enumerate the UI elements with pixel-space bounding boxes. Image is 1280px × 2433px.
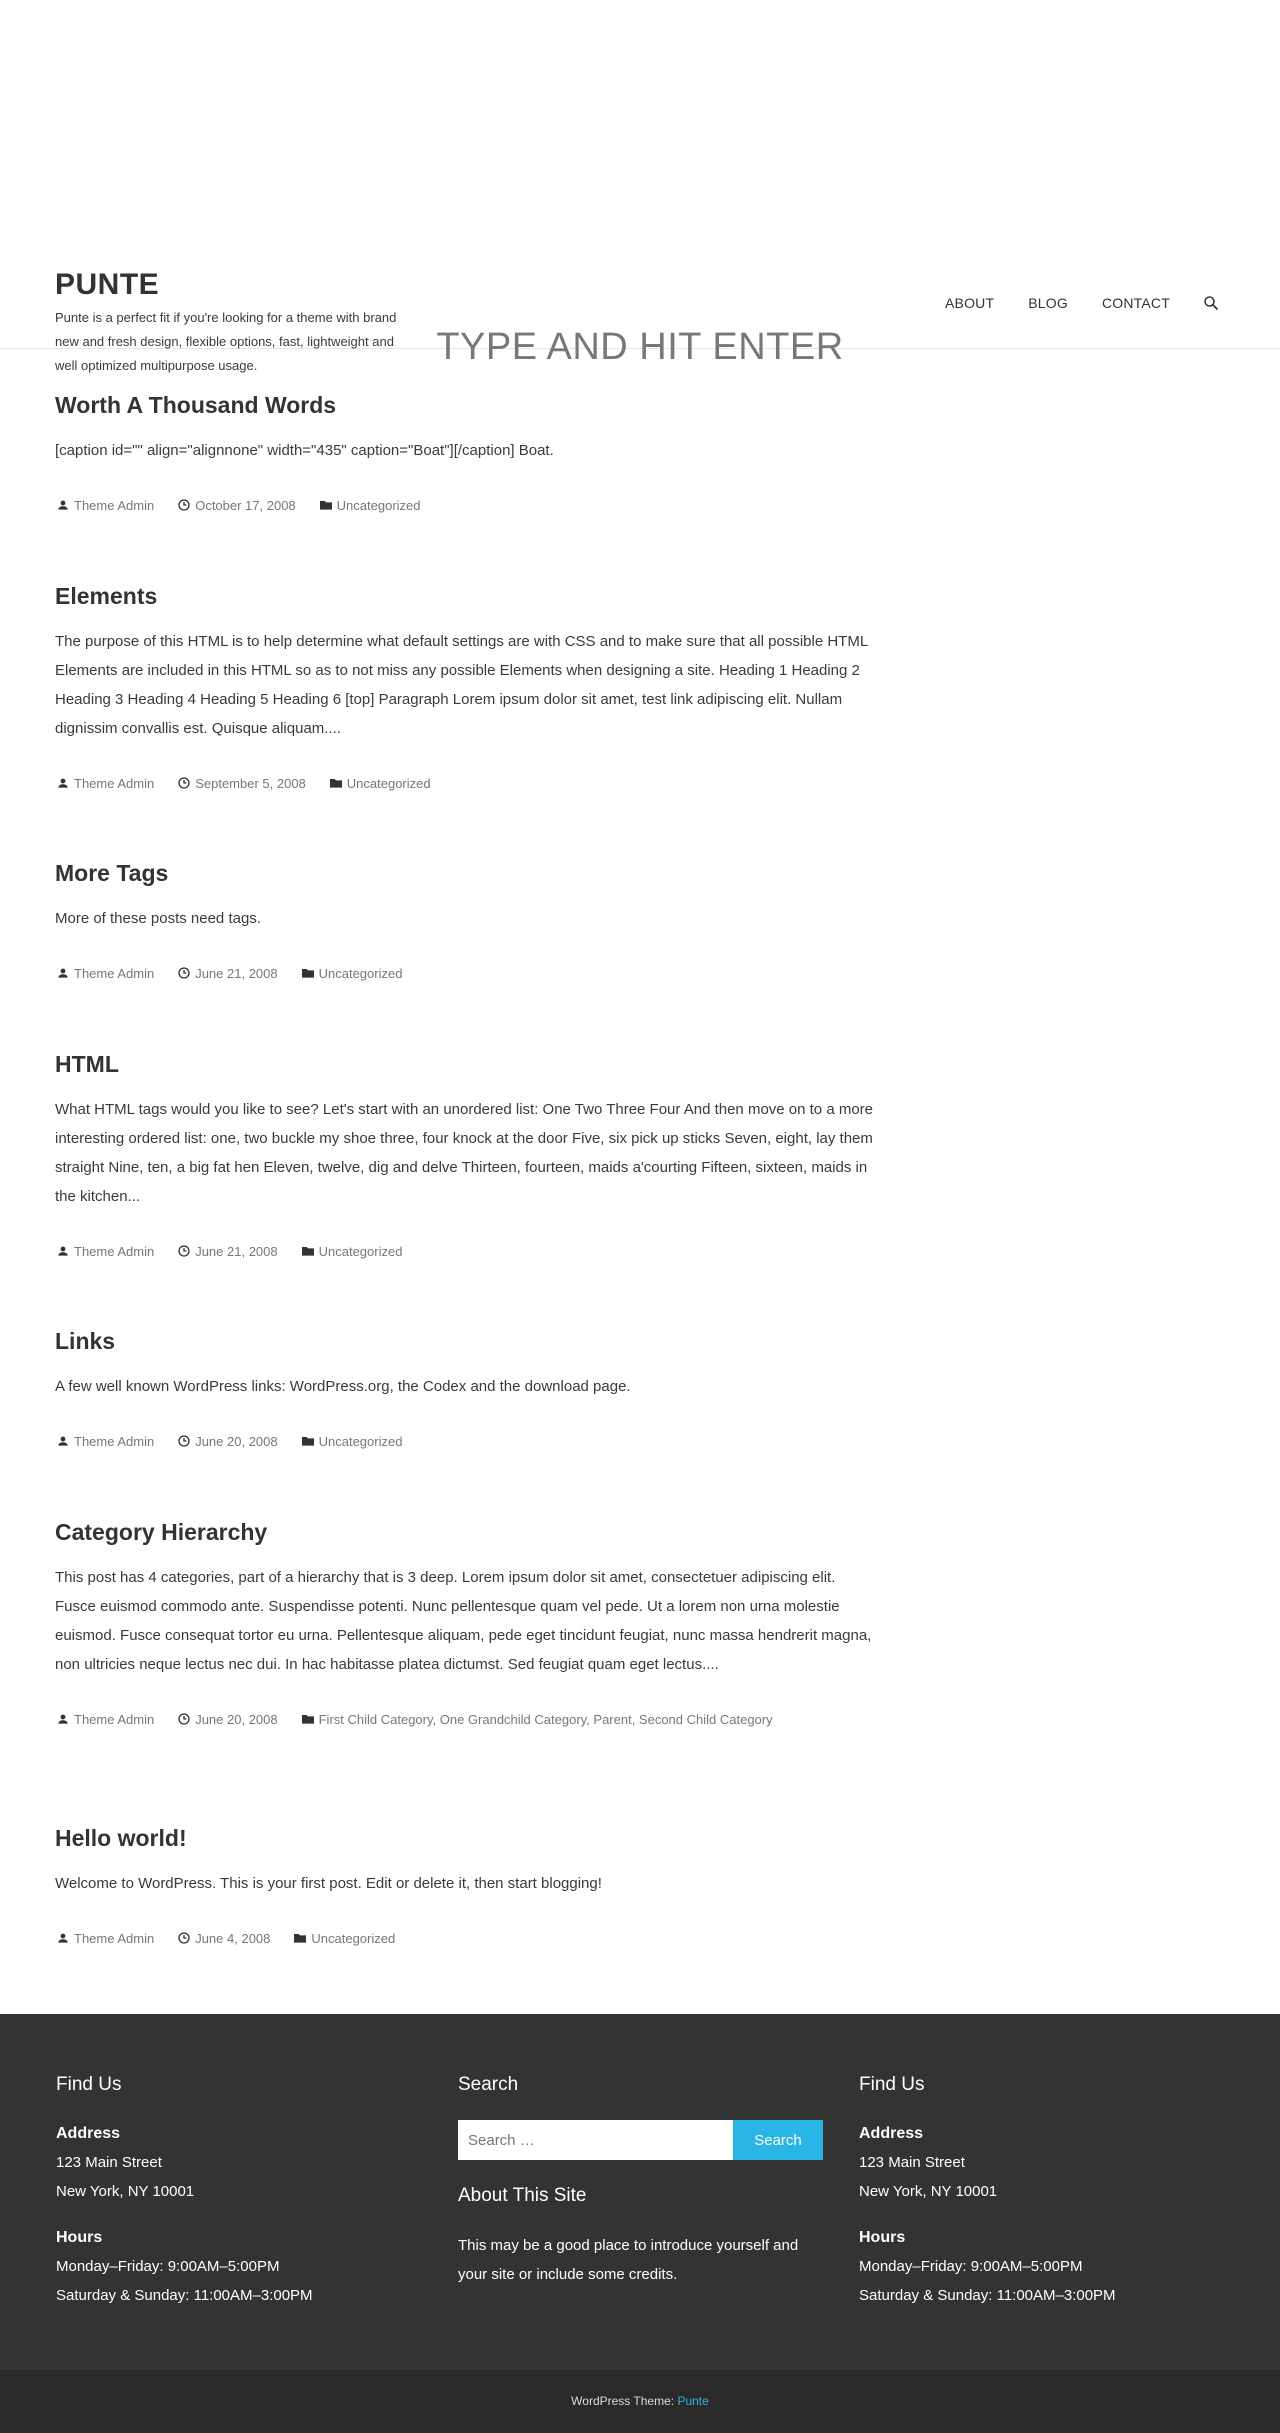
- post-author[interactable]: Theme Admin: [74, 1711, 155, 1727]
- folder-icon: [292, 1930, 308, 1946]
- folder-icon: [300, 1711, 316, 1727]
- address-line: 123 Main Street: [859, 2154, 965, 2171]
- address-label: Address: [56, 2125, 121, 2142]
- user-icon: [55, 775, 71, 791]
- post-categories[interactable]: Uncategorized: [318, 1243, 403, 1259]
- search-overlay-prompt: TYPE AND HIT ENTER: [436, 326, 844, 368]
- post-title[interactable]: Links: [55, 1328, 116, 1354]
- hours-line: Saturday & Sunday: 11:00AM–3:00PM: [56, 2287, 313, 2304]
- hours-label: Hours: [859, 2229, 906, 2246]
- widget-title: Search: [458, 2074, 519, 2095]
- post-author[interactable]: Theme Admin: [74, 497, 155, 513]
- search-input[interactable]: [458, 2120, 733, 2160]
- post-date[interactable]: June 4, 2008: [195, 1930, 271, 1946]
- clock-icon: [176, 1433, 192, 1449]
- credits-prefix: WordPress Theme:: [571, 2394, 675, 2408]
- site-title[interactable]: PUNTE: [55, 268, 160, 301]
- folder-icon: [300, 1433, 316, 1449]
- post-title[interactable]: HTML: [55, 1051, 119, 1077]
- post-date[interactable]: June 20, 2008: [195, 1433, 278, 1449]
- post: [55, 1824, 875, 1946]
- post-meta: [55, 1433, 875, 1449]
- hours-line: Saturday & Sunday: 11:00AM–3:00PM: [859, 2287, 1116, 2304]
- post-meta: [55, 775, 875, 791]
- post-title[interactable]: More Tags: [55, 860, 169, 886]
- post-excerpt: A few well known WordPress links: WordPress.org, the Codex and the download page.: [55, 1378, 631, 1395]
- clock-icon: [176, 1243, 192, 1259]
- post: [55, 1050, 875, 1259]
- post-date[interactable]: October 17, 2008: [195, 497, 296, 513]
- clock-icon: [176, 1711, 192, 1727]
- theme-link[interactable]: Punte: [677, 2394, 709, 2408]
- nav-item-about[interactable]: ABOUT: [945, 295, 995, 311]
- post: [55, 391, 875, 513]
- post-categories[interactable]: Uncategorized: [318, 1433, 403, 1449]
- widget-title: About This Site: [458, 2185, 587, 2206]
- user-icon: [55, 1711, 71, 1727]
- user-icon: [55, 497, 71, 513]
- site-credits: [0, 2370, 1280, 2433]
- widget-title: Find Us: [859, 2074, 925, 2095]
- post-excerpt: Welcome to WordPress. This is your first post. Edit or delete it, then start blogging!: [55, 1875, 602, 1892]
- post-title[interactable]: Category Hierarchy: [55, 1519, 268, 1545]
- widget-title: Find Us: [56, 2074, 122, 2095]
- hours-line: Monday–Friday: 9:00AM–5:00PM: [56, 2258, 280, 2275]
- post-categories[interactable]: First Child Category, One Grandchild Category, Parent, Second Child Category: [318, 1711, 773, 1727]
- post-author[interactable]: Theme Admin: [74, 965, 155, 981]
- post-excerpt: This post has 4 categories, part of a hierarchy that is 3 deep. Lorem ipsum dolor sit amet, consectetuer adipiscing elit. Fusce euismod commodo ante. Suspendisse potenti. Nunc pellentesque quam vel pede. Ut a lorem non urna molestie euismod. Fusce consequat tortor eu urna. Pellentesque aliquam, pede eget tincidunt feugiat, nunc massa hendrerit magna, non ultricies neque lectus nec dui. In hac habitasse platea dictumst. Sed feugiat quam eget lectus....: [55, 1569, 872, 1673]
- post-categories[interactable]: Uncategorized: [346, 775, 431, 791]
- post-categories[interactable]: Uncategorized: [336, 497, 421, 513]
- post-author[interactable]: Theme Admin: [74, 1930, 155, 1946]
- post: [55, 859, 875, 981]
- footer-widget-search: [458, 2074, 828, 2289]
- user-icon: [55, 965, 71, 981]
- post-date[interactable]: June 21, 2008: [195, 965, 278, 981]
- post-title[interactable]: Worth A Thousand Words: [55, 392, 337, 418]
- post-meta: [55, 965, 875, 981]
- post-meta: [55, 497, 875, 513]
- post-excerpt: More of these posts need tags.: [55, 910, 261, 927]
- hours-label: Hours: [56, 2229, 103, 2246]
- search-icon[interactable]: [1202, 294, 1220, 312]
- site-description: Punte is a perfect fit if you're looking for a theme with brand new and fresh design, flexible options, fast, lightweight and well optimized multipurpose usage.: [55, 310, 397, 373]
- post-date[interactable]: September 5, 2008: [195, 775, 306, 791]
- folder-icon: [300, 1243, 316, 1259]
- post: [55, 1327, 875, 1449]
- post-meta: [55, 1243, 875, 1259]
- address-line: New York, NY 10001: [859, 2183, 998, 2200]
- footer-widget-find-us: [859, 2074, 1229, 2310]
- clock-icon: [176, 497, 192, 513]
- post-excerpt: [caption id="" align="alignnone" width="435" caption="Boat"][/caption] Boat.: [55, 442, 554, 459]
- main-nav: [911, 294, 1220, 312]
- post-author[interactable]: Theme Admin: [74, 1433, 155, 1449]
- clock-icon: [176, 1930, 192, 1946]
- nav-item-blog[interactable]: BLOG: [1028, 295, 1068, 311]
- folder-icon: [328, 775, 344, 791]
- site-header: [0, 0, 1280, 373]
- address-line: New York, NY 10001: [56, 2183, 195, 2200]
- post-author[interactable]: Theme Admin: [74, 1243, 155, 1259]
- clock-icon: [176, 965, 192, 981]
- about-text: This may be a good place to introduce yourself and your site or include some credits.: [458, 2237, 799, 2283]
- site-footer: [0, 2014, 1280, 2370]
- user-icon: [55, 1930, 71, 1946]
- post: [55, 1518, 875, 1727]
- nav-item-contact[interactable]: CONTACT: [1101, 295, 1170, 311]
- folder-icon: [300, 965, 316, 981]
- footer-widget-find-us: [56, 2074, 426, 2310]
- folder-icon: [318, 497, 334, 513]
- post-author[interactable]: Theme Admin: [74, 775, 155, 791]
- address-label: Address: [859, 2125, 924, 2142]
- post-date[interactable]: June 20, 2008: [195, 1711, 278, 1727]
- post-date[interactable]: June 21, 2008: [195, 1243, 278, 1259]
- post: [55, 582, 875, 791]
- post-meta: [55, 1711, 875, 1727]
- post-categories[interactable]: Uncategorized: [311, 1930, 396, 1946]
- post-title[interactable]: Elements: [55, 583, 158, 609]
- post-categories[interactable]: Uncategorized: [318, 965, 403, 981]
- post-meta: [55, 1930, 875, 1946]
- post-excerpt: What HTML tags would you like to see? Let's start with an unordered list: One Two Three Four And then move on to a more interesting ordered list: one, two buckle my shoe three, four knock at the door Five, six pick up sticks Seven, eight, lay them straight Nine, ten, a big fat hen Eleven, twelve, dig and delve Thirteen, fourteen, maids a'courting Fifteen, sixteen, maids in the kitchen...: [55, 1101, 874, 1205]
- post-title[interactable]: Hello world!: [55, 1825, 187, 1851]
- address-line: 123 Main Street: [56, 2154, 162, 2171]
- post-excerpt: The purpose of this HTML is to help determine what default settings are with CSS and to make sure that all possible HTML Elements are included in this HTML so as to not miss any possible Elements when designing a site. Heading 1 Heading 2 Heading 3 Heading 4 Heading 5 Heading 6 [top] Paragraph Lorem ipsum dolor sit amet, test link adipiscing elit. Nullam dignissim convallis est. Quisque aliquam....: [55, 633, 868, 737]
- hours-line: Monday–Friday: 9:00AM–5:00PM: [859, 2258, 1083, 2275]
- search-form: [458, 2120, 823, 2160]
- user-icon: [55, 1243, 71, 1259]
- clock-icon: [176, 775, 192, 791]
- user-icon: [55, 1433, 71, 1449]
- search-button[interactable]: Search: [733, 2120, 823, 2160]
